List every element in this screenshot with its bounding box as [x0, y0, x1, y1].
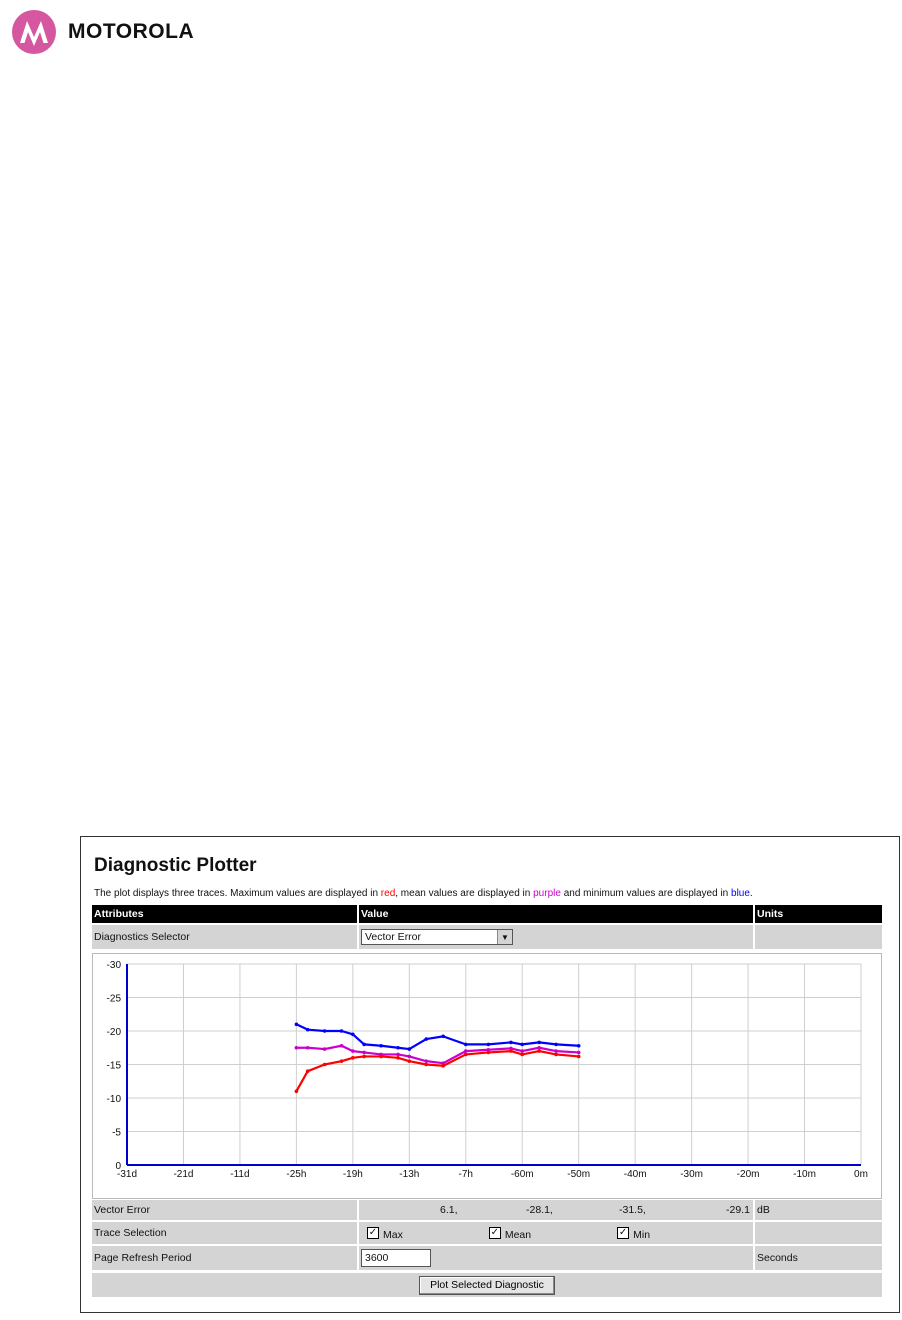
x-tick-label: -10m	[793, 1169, 816, 1180]
header-units: Units	[755, 905, 882, 923]
data-point-mean	[554, 1049, 558, 1053]
trace-min-option[interactable]	[617, 1227, 650, 1239]
x-tick-label: -60m	[510, 1169, 534, 1180]
x-tick-label: -7h	[458, 1169, 473, 1180]
dropdown-arrow-icon[interactable]: ▼	[497, 930, 512, 944]
refresh-value-cell	[359, 1246, 753, 1270]
desc-blue-word: blue	[731, 888, 750, 899]
header-value: Value	[359, 905, 753, 923]
trace-max-option[interactable]	[367, 1227, 403, 1239]
trace-selection-units-cell	[755, 1222, 882, 1244]
data-point-min	[554, 1043, 558, 1047]
refresh-unit: Seconds	[755, 1246, 882, 1270]
data-point-mean	[340, 1044, 344, 1048]
trace-selection-row	[92, 1222, 882, 1244]
data-point-mean	[408, 1055, 412, 1059]
readout-values-cell	[359, 1200, 753, 1220]
data-point-mean	[537, 1046, 541, 1050]
plot-selected-diagnostic-button[interactable]: Plot Selected Diagnostic	[419, 1276, 555, 1295]
x-tick-label: -31d	[116, 1169, 138, 1180]
desc-part-3: and minimum values are displayed in	[560, 888, 732, 899]
data-point-max	[323, 1063, 327, 1067]
x-tick-label: -40m	[623, 1169, 647, 1180]
data-point-min	[306, 1028, 310, 1032]
data-point-mean	[464, 1049, 468, 1053]
y-tick-label: -25	[106, 993, 121, 1005]
selector-label: Diagnostics Selector	[92, 925, 357, 949]
diagnostic-chart	[93, 954, 881, 1198]
mean-label: Mean	[504, 1229, 532, 1241]
x-tick-label: -25h	[286, 1169, 307, 1180]
data-point-max	[441, 1064, 445, 1068]
data-point-min	[379, 1044, 383, 1048]
data-point-max	[424, 1063, 428, 1067]
readout-value-4: -29.1	[726, 1204, 750, 1216]
desc-part-4: .	[749, 888, 753, 899]
readout-unit: dB	[755, 1200, 882, 1220]
data-point-mean	[577, 1051, 581, 1055]
data-point-max	[408, 1059, 412, 1063]
data-point-min	[509, 1041, 513, 1045]
data-point-min	[323, 1029, 327, 1033]
x-tick-label: -13h	[399, 1169, 420, 1180]
readout-label: Vector Error	[92, 1200, 357, 1220]
data-point-min	[362, 1043, 366, 1047]
data-point-min	[464, 1043, 468, 1047]
series-line-max	[296, 1051, 578, 1091]
readout-value-3: -31.5,	[619, 1204, 646, 1216]
trace-mean-option[interactable]	[489, 1227, 531, 1239]
data-point-mean	[362, 1051, 366, 1055]
data-point-min	[408, 1047, 412, 1051]
desc-purple-word: purple	[533, 888, 561, 899]
data-point-min	[577, 1044, 581, 1048]
button-row	[92, 1273, 882, 1297]
data-point-min	[487, 1043, 491, 1047]
diagnostics-selector-dropdown[interactable]	[361, 929, 513, 945]
data-point-mean	[306, 1046, 310, 1050]
trace-selection-label: Trace Selection	[92, 1222, 357, 1244]
data-point-max	[306, 1069, 310, 1073]
y-tick-label: -30	[106, 960, 121, 971]
desc-red-word: red	[380, 888, 396, 899]
x-tick-label: -11d	[230, 1169, 250, 1180]
data-point-mean	[323, 1047, 327, 1051]
selector-value-cell	[359, 925, 753, 949]
data-point-max	[537, 1049, 541, 1053]
y-tick-label: -5	[112, 1127, 121, 1139]
data-point-mean	[351, 1049, 355, 1053]
trace-selection-options	[359, 1222, 753, 1244]
min-checkbox[interactable]: ✓	[618, 1227, 628, 1238]
motorola-logo	[12, 10, 194, 54]
y-tick-label: -20	[106, 1027, 121, 1038]
data-point-min	[295, 1023, 299, 1027]
selector-units-cell	[755, 925, 882, 949]
page-title: Diagnostic Plotter	[94, 855, 257, 876]
x-tick-label: -21d	[173, 1169, 194, 1180]
x-tick-label: -30m	[680, 1169, 704, 1180]
data-point-max	[340, 1059, 344, 1063]
data-point-mean	[424, 1059, 428, 1063]
x-tick-label: 0m	[854, 1169, 868, 1180]
data-point-max	[295, 1090, 299, 1094]
readout-value-2: -28.1,	[526, 1204, 553, 1216]
data-point-mean	[396, 1053, 400, 1057]
table-header-row	[92, 905, 882, 923]
data-point-mean	[295, 1046, 299, 1050]
data-point-max	[396, 1056, 400, 1060]
max-checkbox[interactable]: ✓	[368, 1227, 378, 1238]
diagnostic-plotter-panel	[80, 836, 900, 1313]
desc-part-2: , mean values are displayed in	[395, 888, 534, 899]
data-point-max	[351, 1056, 355, 1060]
header-attributes: Attributes	[92, 905, 357, 923]
selector-selected-value: Vector Error	[365, 931, 422, 943]
data-point-max	[509, 1049, 513, 1053]
y-tick-label: -10	[106, 1094, 121, 1105]
x-tick-label: -19h	[342, 1169, 363, 1180]
series-line-mean	[296, 1046, 578, 1063]
data-point-max	[554, 1053, 558, 1057]
refresh-label: Page Refresh Period	[92, 1246, 357, 1270]
x-tick-label: -50m	[567, 1169, 591, 1180]
refresh-row	[92, 1246, 882, 1270]
data-point-max	[464, 1053, 468, 1057]
readout-value-1: 6.1,	[440, 1204, 458, 1216]
data-point-min	[441, 1035, 445, 1039]
y-tick-label: 0	[115, 1161, 121, 1172]
y-tick-label: -15	[106, 1060, 121, 1072]
max-label: Max	[383, 1229, 403, 1241]
desc-part-1: The plot displays three traces. Maximum values are displayed in	[94, 888, 381, 899]
brand-name: MOTOROLA	[68, 20, 195, 43]
data-point-min	[340, 1029, 344, 1033]
plot-area	[92, 953, 882, 1199]
mean-checkbox[interactable]: ✓	[490, 1227, 500, 1238]
data-point-max	[362, 1055, 366, 1059]
button-cell	[92, 1273, 882, 1297]
data-point-max	[520, 1053, 524, 1057]
min-label: Min	[633, 1229, 651, 1241]
refresh-period-input[interactable]: 3600	[361, 1249, 431, 1267]
readout-row	[92, 1200, 882, 1220]
selector-row	[92, 925, 882, 949]
motorola-batwing-icon	[12, 10, 56, 54]
data-point-max	[379, 1055, 383, 1059]
data-point-min	[424, 1037, 428, 1041]
x-tick-label: -20m	[736, 1169, 760, 1180]
data-point-min	[396, 1046, 400, 1050]
data-point-max	[577, 1055, 581, 1059]
data-point-min	[537, 1041, 541, 1045]
data-point-mean	[520, 1049, 524, 1053]
plot-description	[94, 888, 753, 899]
data-point-max	[487, 1051, 491, 1055]
data-point-min	[351, 1033, 355, 1037]
data-point-min	[520, 1043, 524, 1047]
